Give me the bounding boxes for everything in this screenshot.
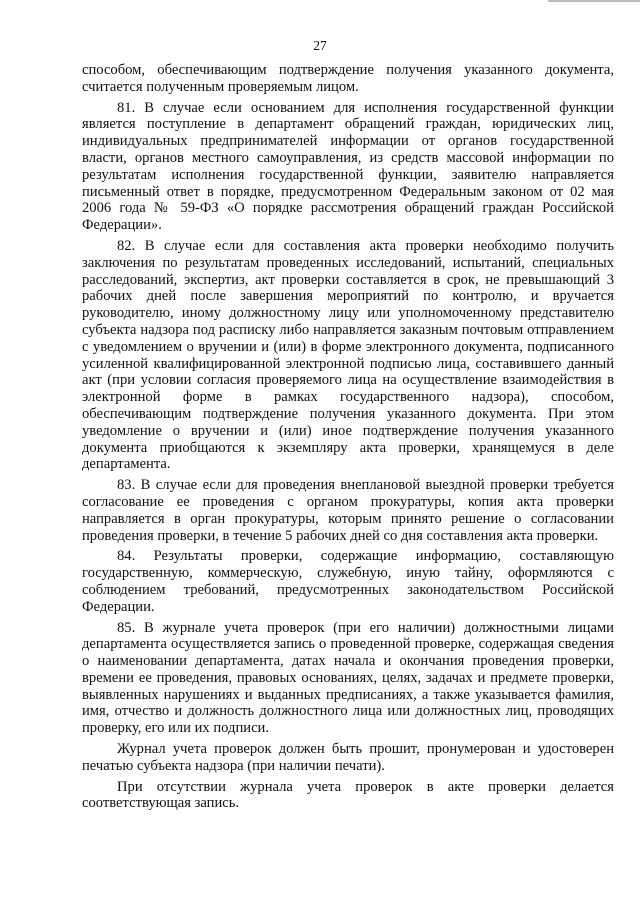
paragraph-81: 81. В случае если основанием для исполнения государственной функции является поступление в департамент обращений граждан, юридических лиц, индивидуальных предпринимателей информации от органов государственной власти, органов местного самоуправления, из средств массовой информации по результатам исполнения государственной функции, заявителю направляется письменный ответ в порядке, предусмотренном Федеральным законом от 02 мая 2006 года № 59-ФЗ «О порядке рассмотрения обращений граждан Российской Федерации». (82, 99, 614, 234)
paragraph-83: 83. В случае если для проведения внеплановой выездной проверки требуется согласование ее проведения с органом прокуратуры, копия акта проверки направляется в орган прокуратуры, которым принято решение о согласовании проведения проверки, в течение 5 рабочих дней со дня составления акта проверки. (82, 477, 614, 544)
page-number: 27 (313, 38, 327, 53)
paragraph-continuation: способом, обеспечивающим подтверждение получения указанного документа, считается полученным проверяемым лицом. (82, 62, 614, 95)
paragraph-82: 82. В случае если для составления акта проверки необходимо получить заключения по результатам проведенных исследований, испытаний, специальных расследований, экспертиз, акт проверки составляется в срок, не превышающий 3 рабочих дней после завершения мероприятий по контролю, и вручается руководителю, иному должностному лицу или уполномоченному представителю субъекта надзора под расписку либо направляется заказным почтовым отправлением с уведомлением о вручении и (или) в форме электронного документа, подписанного усиленной квалифицированной электронной подписью лица, составившего данный акт (при условии согласия проверяемого лица на осуществление взаимодействия в электронной форме в рамках государственного надзора), способом, обеспечивающим подтверждение получения указанного документа. При этом уведомление о вручении и (или) иное подтверждение получения указанного документа приобщаются к экземпляру акта проверки, хранящемуся в деле департамента. (82, 237, 614, 473)
paragraph-85: 85. В журнале учета проверок (при его наличии) должностными лицами департамента осуществляется запись о проведенной проверке, содержащая сведения о наименовании департамента, датах начала и окончания проведения проверки, времени ее проведения, правовых основаниях, целях, задачах и предмете проверки, выявленных нарушениях и выданных предписаниях, а также указывается фамилия, имя, отчество и должность должностного лица или должностных лиц, проводящих проверку, его или их подписи. (82, 619, 614, 737)
scan-edge-line (548, 0, 640, 2)
paragraph-journal-requirements: Журнал учета проверок должен быть прошит, пронумерован и удостоверен печатью субъекта надзора (при наличии печати). (82, 741, 614, 774)
paragraph-84: 84. Результаты проверки, содержащие информацию, составляющую государственную, коммерческую, служебную, иную тайну, оформляются с соблюдением требований, предусмотренных законодательством Российской Федерации. (82, 548, 614, 615)
document-body (82, 62, 614, 816)
paragraph-journal-absence: При отсутствии журнала учета проверок в акте проверки делается соответствующая запись. (82, 778, 614, 812)
